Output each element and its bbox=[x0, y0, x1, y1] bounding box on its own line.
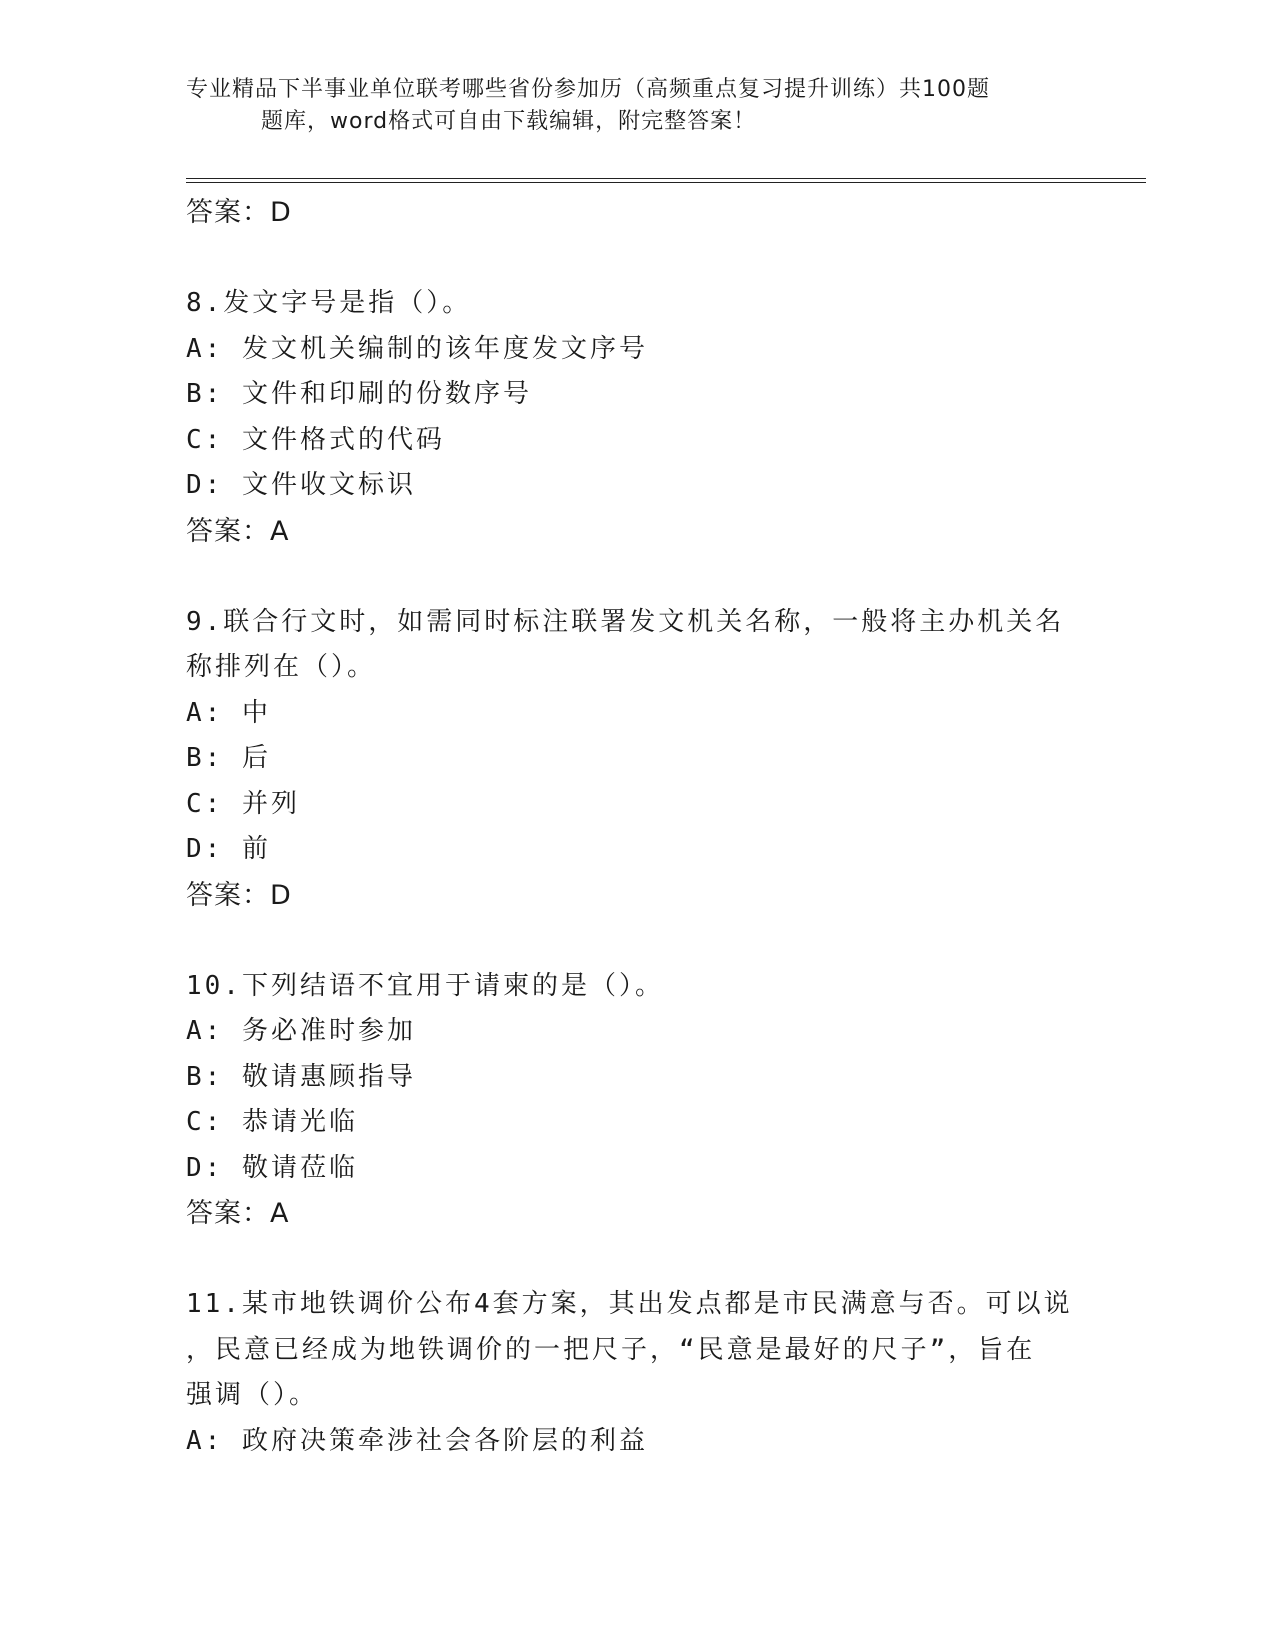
question-text: 强调（）。 bbox=[186, 1380, 319, 1410]
question-text: 称排列在（）。 bbox=[186, 652, 377, 682]
option-d: D: 敬请莅临 bbox=[186, 1152, 358, 1183]
option-c: C: 恭请光临 bbox=[186, 1107, 358, 1137]
option-d: D: 文件收文标识 bbox=[186, 470, 416, 500]
document-header bbox=[186, 74, 1066, 138]
question-text: 10.下列结语不宜用于请柬的是（）。 bbox=[186, 970, 664, 1001]
spacer bbox=[186, 554, 1066, 600]
question-10 bbox=[186, 964, 1066, 1237]
question-text: 9.联合行文时，如需同时标注联署发文机关名称，一般将主办机关名 bbox=[186, 606, 1065, 637]
answer-line: 答案：A bbox=[186, 515, 290, 547]
answer-line: 答案：A bbox=[186, 1198, 290, 1229]
option-b: B: 文件和印刷的份数序号 bbox=[186, 379, 532, 409]
question-9 bbox=[186, 600, 1066, 919]
option-a: A: 务必准时参加 bbox=[186, 1016, 416, 1046]
option-b: B: 后 bbox=[186, 743, 271, 773]
question-text: ，民意已经成为地铁调价的一把尺子，“民意是最好的尺子”，旨在 bbox=[186, 1334, 1036, 1365]
option-a: A: 发文机关编制的该年度发文序号 bbox=[186, 333, 648, 364]
option-c: C: 文件格式的代码 bbox=[186, 424, 445, 455]
spacer bbox=[186, 1237, 1066, 1283]
option-d: D: 前 bbox=[186, 834, 271, 864]
header-line-1: 专业精品下半事业单位联考哪些省份参加历（高频重点复习提升训练）共100题 bbox=[186, 77, 990, 102]
option-b: B: 敬请惠顾指导 bbox=[186, 1061, 416, 1092]
answer-line: 答案：D bbox=[186, 197, 292, 228]
spacer bbox=[186, 236, 1066, 282]
question-text: 8.发文字号是指（）。 bbox=[186, 288, 472, 318]
question-text: 11.某市地铁调价公布4套方案，其出发点都是市民满意与否。可以说 bbox=[186, 1289, 1073, 1319]
option-c: C: 并列 bbox=[186, 788, 300, 819]
header-double-rule bbox=[186, 178, 1146, 183]
option-a: A: 政府决策牵涉社会各阶层的利益 bbox=[186, 1425, 648, 1456]
spacer bbox=[186, 918, 1066, 964]
header-line-2: 题库，word格式可自由下载编辑，附完整答案！ bbox=[261, 109, 757, 134]
document-body bbox=[186, 190, 1073, 1464]
option-a: A: 中 bbox=[186, 697, 271, 728]
question-8 bbox=[186, 281, 1066, 554]
question-11 bbox=[186, 1282, 1073, 1464]
answer-line: 答案：D bbox=[186, 879, 292, 911]
